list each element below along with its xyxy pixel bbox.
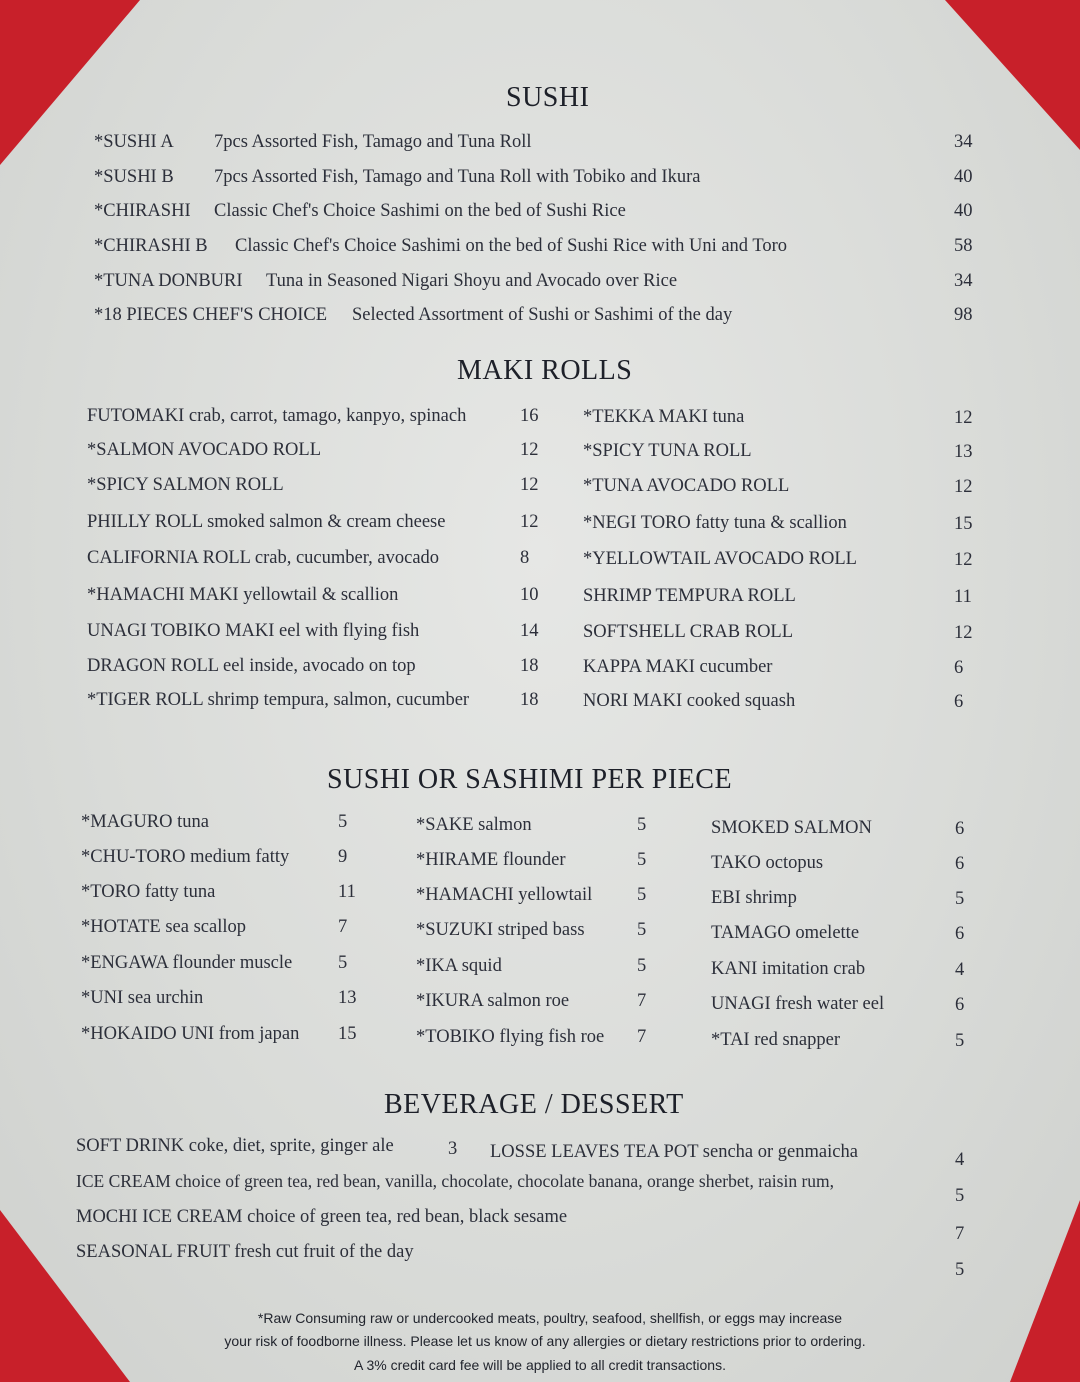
piece-col3-item: *TAI red snapper — [711, 1030, 840, 1050]
tablecloth-corner-right — [1010, 1200, 1080, 1382]
maki-left-item: UNAGI TOBIKO MAKI eel with flying fish — [87, 621, 420, 641]
piece-col3-item: UNAGI fresh water eel — [711, 994, 885, 1014]
piece-col2-price: 7 — [637, 991, 647, 1011]
piece-col2-item: *SAKE salmon — [416, 815, 532, 835]
piece-col3-price: 6 — [955, 924, 965, 944]
maki-right-item: *NEGI TORO fatty tuna & scallion — [583, 513, 847, 533]
mochi-item: MOCHI ICE CREAM choice of green tea, red bean, black sesame — [76, 1207, 568, 1227]
maki-right-price: 6 — [954, 658, 964, 678]
fruit-price: 5 — [955, 1260, 965, 1280]
sushi-item-name: *SUSHI B — [94, 167, 174, 187]
piece-col1-price: 13 — [338, 988, 357, 1008]
maki-left-price: 14 — [520, 621, 539, 641]
maki-right-item: *YELLOWTAIL AVOCADO ROLL — [583, 549, 857, 569]
piece-col3-item: EBI shrimp — [711, 888, 797, 908]
maki-left-price: 12 — [520, 440, 539, 460]
maki-heading: MAKI ROLLS — [457, 355, 633, 386]
fruit-item: SEASONAL FRUIT fresh cut fruit of the day — [76, 1242, 414, 1262]
maki-right-price: 12 — [954, 623, 973, 643]
sushi-item-price: 34 — [954, 132, 973, 152]
sushi-item-price: 40 — [954, 201, 973, 221]
maki-right-item: *TEKKA MAKI tuna — [583, 407, 745, 427]
sushi-item-desc: 7pcs Assorted Fish, Tamago and Tuna Roll — [214, 132, 532, 152]
piece-col2-price: 5 — [637, 815, 647, 835]
sushi-item-desc: Classic Chef's Choice Sashimi on the bed of Sushi Rice with Uni and Toro — [235, 236, 788, 256]
maki-left-item: *HAMACHI MAKI yellowtail & scallion — [87, 585, 399, 605]
maki-right-item: SOFTSHELL CRAB ROLL — [583, 622, 794, 642]
tablecloth-corner-left — [0, 1210, 130, 1382]
maki-left-item: *SALMON AVOCADO ROLL — [87, 440, 322, 460]
maki-right-price: 12 — [954, 477, 973, 497]
piece-col2-price: 7 — [637, 1027, 647, 1047]
sushi-item-name: *CHIRASHI B — [94, 236, 208, 256]
tea-pot-price: 4 — [955, 1150, 965, 1170]
soft-drink-item: SOFT DRINK coke, diet, sprite, ginger ale — [76, 1136, 394, 1156]
ice-cream-price: 5 — [955, 1186, 965, 1206]
maki-right-item: NORI MAKI cooked squash — [583, 691, 796, 711]
maki-right-price: 6 — [954, 692, 964, 712]
piece-col3-price: 5 — [955, 889, 965, 909]
maki-right-item: *TUNA AVOCADO ROLL — [583, 476, 790, 496]
piece-col3-price: 5 — [955, 1031, 965, 1051]
piece-col1-price: 7 — [338, 917, 348, 937]
pieces-heading: SUSHI OR SASHIMI PER PIECE — [327, 764, 733, 795]
sushi-item-price: 40 — [954, 167, 973, 187]
piece-col2-item: *HAMACHI yellowtail — [416, 885, 593, 905]
maki-left-price: 12 — [520, 512, 539, 532]
sushi-item-name: *CHIRASHI — [94, 201, 191, 221]
maki-left-price: 18 — [520, 690, 539, 710]
footer-line-3: A 3% credit card fee will be applied to all credit transactions. — [354, 1357, 726, 1373]
maki-left-price: 10 — [520, 585, 539, 605]
piece-col3-item: TAKO octopus — [711, 853, 824, 873]
maki-right-price: 15 — [954, 514, 973, 534]
maki-left-price: 16 — [520, 406, 539, 426]
maki-left-item: CALIFORNIA ROLL crab, cucumber, avocado — [87, 548, 440, 568]
piece-col1-item: *HOTATE sea scallop — [81, 917, 246, 937]
maki-left-item: FUTOMAKI crab, carrot, tamago, kanpyo, spinach — [87, 406, 467, 426]
piece-col1-price: 5 — [338, 812, 348, 832]
piece-col2-item: *IKA squid — [416, 956, 502, 976]
piece-col3-price: 4 — [955, 960, 965, 980]
piece-col1-item: *MAGURO tuna — [81, 812, 209, 832]
piece-col1-price: 11 — [338, 882, 356, 902]
sushi-item-desc: Selected Assortment of Sushi or Sashimi of the day — [352, 305, 733, 325]
piece-col3-price: 6 — [955, 995, 965, 1015]
piece-col1-price: 9 — [338, 847, 348, 867]
beverage-heading: BEVERAGE / DESSERT — [384, 1089, 684, 1120]
piece-col3-price: 6 — [955, 819, 965, 839]
footer-line-2: your risk of foodborne illness. Please let us know of any allergies or dietary restrictions prior to ordering. — [224, 1333, 866, 1349]
piece-col2-item: *IKURA salmon roe — [416, 991, 570, 1011]
sushi-item-name: *SUSHI A — [94, 132, 174, 152]
piece-col3-item: SMOKED SALMON — [711, 818, 872, 838]
maki-right-price: 11 — [954, 587, 972, 607]
piece-col3-item: TAMAGO omelette — [711, 923, 860, 943]
maki-left-item: *SPICY SALMON ROLL — [87, 475, 284, 495]
maki-left-price: 8 — [520, 548, 530, 568]
maki-left-price: 12 — [520, 475, 539, 495]
maki-left-item: *TIGER ROLL shrimp tempura, salmon, cucumber — [87, 690, 470, 710]
footer-line-1: *Raw Consuming raw or undercooked meats, poultry, seafood, shellfish, or eggs may increase — [257, 1310, 843, 1326]
piece-col2-item: *HIRAME flounder — [416, 850, 566, 870]
sushi-item-desc: Tuna in Seasoned Nigari Shoyu and Avocado over Rice — [266, 271, 678, 291]
mochi-price: 7 — [955, 1224, 965, 1244]
sushi-item-name: *TUNA DONBURI — [94, 271, 243, 291]
sushi-heading: SUSHI — [506, 82, 590, 113]
sushi-item-price: 34 — [954, 271, 973, 291]
sushi-item-name: *18 PIECES CHEF'S CHOICE — [94, 305, 328, 325]
sushi-item-desc: Classic Chef's Choice Sashimi on the bed of Sushi Rice — [214, 201, 626, 221]
piece-col2-price: 5 — [637, 920, 647, 940]
piece-col3-item: KANI imitation crab — [711, 959, 866, 979]
maki-right-price: 12 — [954, 408, 973, 428]
piece-col1-item: *CHU-TORO medium fatty — [81, 847, 290, 867]
sushi-item-price: 98 — [954, 305, 973, 325]
piece-col2-item: *TOBIKO flying fish roe — [416, 1027, 605, 1047]
maki-left-item: DRAGON ROLL eel inside, avocado on top — [87, 656, 416, 676]
piece-col1-item: *UNI sea urchin — [81, 988, 204, 1008]
maki-right-item: SHRIMP TEMPURA ROLL — [583, 586, 796, 606]
maki-right-item: KAPPA MAKI cucumber — [583, 657, 773, 677]
piece-col3-price: 6 — [955, 854, 965, 874]
piece-col1-item: *HOKAIDO UNI from japan — [81, 1024, 300, 1044]
maki-right-price: 13 — [954, 442, 973, 462]
piece-col1-price: 5 — [338, 953, 348, 973]
maki-right-price: 12 — [954, 550, 973, 570]
soft-drink-price: 3 — [448, 1139, 458, 1159]
piece-col2-price: 5 — [637, 956, 647, 976]
sushi-item-desc: 7pcs Assorted Fish, Tamago and Tuna Roll with Tobiko and Ikura — [214, 167, 701, 187]
piece-col2-price: 5 — [637, 885, 647, 905]
piece-col2-price: 5 — [637, 850, 647, 870]
tea-pot-item: LOSSE LEAVES TEA POT sencha or genmaicha — [490, 1142, 858, 1162]
sushi-item-price: 58 — [954, 236, 973, 256]
maki-left-item: PHILLY ROLL smoked salmon & cream cheese — [87, 512, 446, 532]
piece-col1-item: *ENGAWA flounder muscle — [81, 953, 293, 973]
maki-left-price: 18 — [520, 656, 539, 676]
maki-right-item: *SPICY TUNA ROLL — [583, 441, 752, 461]
ice-cream-item: ICE CREAM choice of green tea, red bean, vanilla, chocolate, chocolate banana, orange sherbet, raisin rum, — [76, 1171, 835, 1191]
piece-col2-item: *SUZUKI striped bass — [416, 920, 585, 940]
piece-col1-price: 15 — [338, 1024, 357, 1044]
piece-col1-item: *TORO fatty tuna — [81, 882, 216, 902]
